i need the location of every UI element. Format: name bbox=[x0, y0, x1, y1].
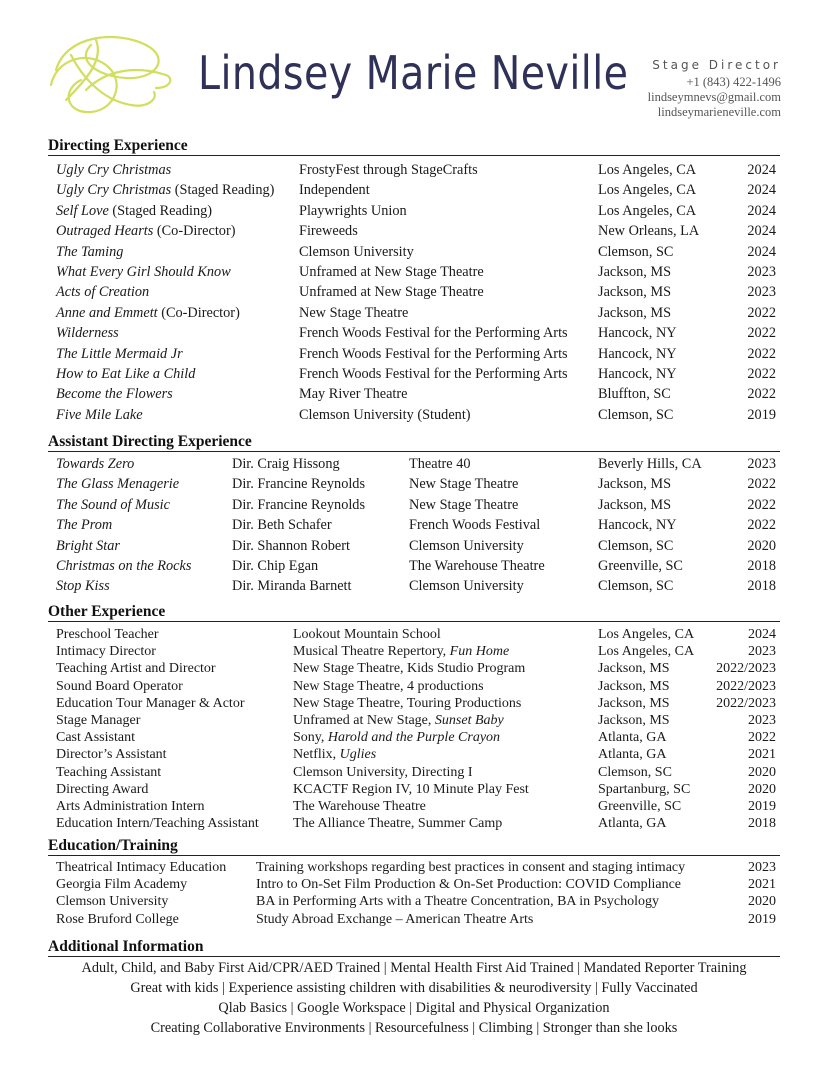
role-title: Education Tour Manager & Actor bbox=[56, 695, 245, 711]
school-name: Georgia Film Academy bbox=[56, 877, 188, 893]
year: 2022 bbox=[747, 496, 776, 513]
location: Jackson, MS bbox=[598, 678, 670, 694]
table-row bbox=[56, 729, 776, 746]
additional-info bbox=[48, 958, 780, 1038]
org-italic: Harold and the Purple Crayon bbox=[327, 730, 501, 746]
org-italic: Fun Home bbox=[449, 644, 510, 660]
organization bbox=[293, 729, 500, 746]
title-italic: The Little Mermaid Jr bbox=[56, 345, 183, 362]
table-row bbox=[56, 323, 776, 343]
contact-block bbox=[648, 58, 781, 120]
year: 2022 bbox=[748, 730, 776, 746]
section-heading-other: Other Experience bbox=[48, 603, 780, 622]
year: 2019 bbox=[747, 406, 776, 423]
year: 2021 bbox=[748, 877, 776, 893]
phone-number: +1 (843) 422-1496 bbox=[686, 75, 781, 89]
production-title bbox=[56, 384, 173, 404]
table-row bbox=[56, 405, 776, 425]
organization: Theatre 40 bbox=[409, 456, 471, 472]
production-title: The Prom bbox=[56, 517, 113, 534]
organization: Unframed at New Stage Theatre bbox=[299, 284, 484, 301]
year: 2024 bbox=[747, 243, 776, 260]
table-row bbox=[56, 201, 776, 221]
location: Atlanta, GA bbox=[598, 730, 667, 746]
org-text: Unframed at New Stage, bbox=[293, 712, 435, 728]
title-italic: Five Mile Lake bbox=[56, 406, 143, 423]
role-title: Sound Board Operator bbox=[56, 678, 183, 694]
director: Dir. Francine Reynolds bbox=[232, 476, 366, 493]
table-row bbox=[56, 474, 776, 494]
table-row bbox=[56, 536, 776, 556]
organization bbox=[293, 798, 426, 815]
title-italic: Anne and Emmett bbox=[56, 304, 158, 321]
section-heading-education: Education/Training bbox=[48, 837, 780, 856]
other-list bbox=[56, 626, 776, 832]
organization bbox=[293, 678, 484, 695]
org-text: Sony, bbox=[293, 730, 328, 746]
organization: The Warehouse Theatre bbox=[409, 557, 545, 574]
location: Jackson, MS bbox=[598, 712, 670, 728]
production-title: Stop Kiss bbox=[56, 578, 110, 595]
table-row bbox=[56, 746, 776, 763]
title-italic: Ugly Cry Christmas bbox=[56, 162, 172, 178]
year: 2022/2023 bbox=[716, 678, 776, 694]
location: Jackson, MS bbox=[598, 476, 672, 493]
year: 2020 bbox=[747, 537, 776, 554]
org-text: Clemson University, Directing I bbox=[293, 764, 473, 780]
organization: May River Theatre bbox=[299, 386, 408, 403]
organization bbox=[293, 712, 504, 729]
organization: French Woods Festival for the Performing Arts bbox=[299, 345, 568, 362]
org-text: KCACTF Region IV, 10 Minute Play Fest bbox=[293, 781, 529, 797]
section-heading-additional: Additional Information bbox=[48, 938, 780, 957]
table-row bbox=[56, 221, 776, 241]
location: Atlanta, GA bbox=[598, 816, 667, 832]
info-line: Qlab Basics | Google Workspace | Digital and Physical Organization bbox=[218, 1000, 610, 1016]
role-title: Intimacy Director bbox=[56, 644, 156, 660]
director: Dir. Chip Egan bbox=[232, 557, 319, 574]
year: 2023 bbox=[748, 712, 776, 728]
table-row bbox=[56, 515, 776, 535]
table-row bbox=[56, 364, 776, 384]
organization: Unframed at New Stage Theatre bbox=[299, 263, 484, 280]
year: 2020 bbox=[748, 781, 776, 797]
title-italic: Ugly Cry Christmas bbox=[56, 182, 172, 199]
location: Clemson, SC bbox=[598, 243, 674, 260]
title-italic: Self Love bbox=[56, 202, 109, 219]
organization: Clemson University bbox=[409, 537, 524, 554]
year: 2022/2023 bbox=[716, 661, 776, 677]
table-row bbox=[56, 893, 776, 910]
table-row bbox=[56, 815, 776, 832]
organization: French Woods Festival bbox=[409, 517, 541, 534]
location: Beverly Hills, CA bbox=[598, 456, 702, 472]
location: Los Angeles, CA bbox=[598, 202, 697, 219]
organization bbox=[293, 660, 525, 677]
education-list bbox=[56, 859, 776, 928]
page-title: Lindsey Marie Neville bbox=[198, 46, 629, 100]
production-title bbox=[56, 303, 240, 323]
year: 2022/2023 bbox=[716, 695, 776, 711]
production-title bbox=[56, 282, 149, 302]
year: 2019 bbox=[748, 798, 776, 814]
production-title bbox=[56, 160, 171, 180]
organization: Playwrights Union bbox=[299, 202, 407, 219]
table-row bbox=[56, 384, 776, 404]
table-row bbox=[56, 556, 776, 576]
logo-scribble-icon bbox=[46, 30, 176, 120]
year: 2024 bbox=[748, 627, 776, 642]
production-title: The Glass Menagerie bbox=[56, 476, 180, 493]
role-title: Arts Administration Intern bbox=[56, 798, 205, 814]
email-link[interactable]: lindseymnevs@gmail.com bbox=[647, 90, 781, 104]
year: 2020 bbox=[748, 894, 776, 910]
organization: FrostyFest through StageCrafts bbox=[299, 162, 478, 178]
title-italic: Acts of Creation bbox=[56, 284, 150, 301]
info-line: Adult, Child, and Baby First Aid/CPR/AED Trained | Mental Health First Aid Trained | Mandated Reporter Training bbox=[81, 960, 747, 976]
table-row bbox=[56, 781, 776, 798]
school-name: Clemson University bbox=[56, 894, 169, 910]
table-row bbox=[56, 344, 776, 364]
table-row bbox=[56, 660, 776, 677]
table-row bbox=[56, 643, 776, 660]
production-title bbox=[56, 242, 123, 262]
organization: Clemson University bbox=[409, 578, 524, 595]
program-description: Training workshops regarding best practices in consent and staging intimacy bbox=[256, 860, 686, 875]
org-text: New Stage Theatre, Touring Productions bbox=[293, 695, 522, 711]
role-title: Cast Assistant bbox=[56, 730, 135, 746]
location: Jackson, MS bbox=[598, 284, 672, 301]
year: 2023 bbox=[748, 644, 776, 660]
organization bbox=[293, 781, 529, 798]
organization bbox=[293, 643, 509, 660]
year: 2023 bbox=[748, 860, 776, 875]
section-heading-assistant: Assistant Directing Experience bbox=[48, 433, 780, 452]
location: Bluffton, SC bbox=[598, 386, 671, 403]
table-row bbox=[56, 454, 776, 474]
location: Clemson, SC bbox=[598, 537, 674, 554]
year: 2024 bbox=[747, 223, 776, 240]
year: 2023 bbox=[747, 284, 776, 301]
production-title: Bright Star bbox=[56, 537, 120, 554]
table-row bbox=[56, 180, 776, 200]
org-text: New Stage Theatre, 4 productions bbox=[293, 678, 484, 694]
title-italic: Wilderness bbox=[56, 325, 119, 342]
role-title: Director’s Assistant bbox=[56, 747, 167, 763]
title-italic: The Taming bbox=[56, 243, 124, 260]
info-line: Great with kids | Experience assisting children with disabilities & neurodiversity | Fully Vaccinated bbox=[130, 980, 698, 996]
year: 2024 bbox=[747, 162, 776, 178]
year: 2022 bbox=[747, 386, 776, 403]
location: Jackson, MS bbox=[598, 304, 672, 321]
school-name: Rose Bruford College bbox=[56, 911, 179, 927]
role-title: Stage Manager bbox=[56, 712, 141, 728]
location: Los Angeles, CA bbox=[598, 182, 697, 199]
director: Dir. Miranda Barnett bbox=[232, 578, 352, 595]
location: Atlanta, GA bbox=[598, 747, 667, 763]
organization: Clemson University (Student) bbox=[299, 406, 471, 423]
location: Jackson, MS bbox=[598, 661, 670, 677]
org-italic: Sunset Baby bbox=[434, 712, 504, 728]
assistant-list bbox=[56, 454, 776, 597]
year: 2022 bbox=[747, 345, 776, 362]
role-title: Teaching Artist and Director bbox=[56, 661, 216, 677]
table-row bbox=[56, 282, 776, 302]
org-text: The Warehouse Theatre bbox=[293, 798, 426, 814]
title-italic: Outraged Hearts bbox=[56, 223, 154, 240]
director: Dir. Beth Schafer bbox=[232, 517, 332, 534]
role-title: Preschool Teacher bbox=[56, 627, 159, 642]
table-row bbox=[56, 160, 776, 180]
role-title: Education Intern/Teaching Assistant bbox=[56, 816, 259, 832]
title-italic: Become the Flowers bbox=[56, 386, 173, 403]
table-row bbox=[56, 678, 776, 695]
organization: Fireweeds bbox=[299, 223, 358, 240]
year: 2022 bbox=[747, 325, 776, 342]
location: Los Angeles, CA bbox=[598, 644, 695, 660]
year: 2018 bbox=[747, 578, 776, 595]
year: 2018 bbox=[747, 557, 776, 574]
table-row bbox=[56, 695, 776, 712]
website-link[interactable]: lindseymarieneville.com bbox=[657, 105, 781, 119]
table-row bbox=[56, 859, 776, 876]
table-row bbox=[56, 495, 776, 515]
organization: French Woods Festival for the Performing Arts bbox=[299, 325, 568, 342]
table-row bbox=[56, 911, 776, 928]
table-row bbox=[56, 242, 776, 262]
production-title bbox=[56, 323, 119, 343]
location: Hancock, NY bbox=[598, 345, 677, 362]
year: 2022 bbox=[747, 365, 776, 382]
table-row bbox=[56, 764, 776, 781]
location: New Orleans, LA bbox=[598, 223, 700, 240]
location: Greenville, SC bbox=[598, 557, 683, 574]
location: Hancock, NY bbox=[598, 325, 677, 342]
org-text: The Alliance Theatre, Summer Camp bbox=[293, 816, 503, 832]
org-text: Netflix, bbox=[293, 747, 340, 763]
program-description: Intro to On-Set Film Production & On-Set Production: COVID Compliance bbox=[256, 877, 682, 893]
production-title bbox=[56, 180, 274, 200]
program-description: Study Abroad Exchange – American Theatre Arts bbox=[256, 911, 534, 927]
director: Dir. Craig Hissong bbox=[232, 456, 340, 472]
location: Los Angeles, CA bbox=[598, 627, 695, 642]
location: Hancock, NY bbox=[598, 365, 677, 382]
year: 2020 bbox=[748, 764, 776, 780]
location: Spartanburg, SC bbox=[598, 781, 691, 797]
location: Clemson, SC bbox=[598, 406, 674, 423]
org-text: Musical Theatre Repertory, bbox=[293, 644, 450, 660]
organization bbox=[293, 764, 473, 781]
production-title bbox=[56, 405, 143, 425]
location: Greenville, SC bbox=[598, 798, 682, 814]
year: 2023 bbox=[747, 263, 776, 280]
location: Jackson, MS bbox=[598, 695, 670, 711]
organization bbox=[293, 815, 502, 832]
location: Jackson, MS bbox=[598, 496, 672, 513]
role-title: Directing Award bbox=[56, 781, 149, 797]
year: 2022 bbox=[747, 476, 776, 493]
table-row bbox=[56, 262, 776, 282]
location: Clemson, SC bbox=[598, 578, 674, 595]
organization: New Stage Theatre bbox=[409, 476, 519, 493]
location: Clemson, SC bbox=[598, 764, 672, 780]
production-title: Christmas on the Rocks bbox=[56, 557, 192, 574]
year: 2019 bbox=[748, 911, 776, 927]
production-title: The Sound of Music bbox=[56, 496, 170, 513]
year: 2018 bbox=[748, 816, 776, 832]
year: 2023 bbox=[747, 456, 776, 472]
org-text: Lookout Mountain School bbox=[293, 627, 441, 642]
org-text: New Stage Theatre, Kids Studio Program bbox=[293, 661, 526, 677]
table-row bbox=[56, 712, 776, 729]
organization bbox=[293, 626, 441, 643]
year: 2021 bbox=[748, 747, 776, 763]
title-italic: What Every Girl Should Know bbox=[56, 263, 231, 280]
role-title: Teaching Assistant bbox=[56, 764, 162, 780]
title-note: (Co-Director) bbox=[157, 304, 240, 321]
year: 2022 bbox=[747, 517, 776, 534]
year: 2024 bbox=[747, 202, 776, 219]
role-label: Stage Director bbox=[652, 58, 781, 72]
organization: New Stage Theatre bbox=[299, 304, 409, 321]
table-row bbox=[56, 626, 776, 643]
organization: Clemson University bbox=[299, 243, 414, 260]
organization bbox=[293, 695, 521, 712]
production-title bbox=[56, 364, 195, 384]
directing-list bbox=[56, 160, 776, 425]
organization: New Stage Theatre bbox=[409, 496, 519, 513]
production-title bbox=[56, 201, 212, 221]
production-title bbox=[56, 344, 183, 364]
title-note: (Staged Reading) bbox=[171, 182, 275, 199]
production-title bbox=[56, 262, 231, 282]
director: Dir. Shannon Robert bbox=[232, 537, 350, 554]
production-title: Towards Zero bbox=[56, 456, 135, 472]
table-row bbox=[56, 798, 776, 815]
year: 2024 bbox=[747, 182, 776, 199]
program-description: BA in Performing Arts with a Theatre Concentration, BA in Psychology bbox=[256, 894, 659, 910]
production-title bbox=[56, 221, 235, 241]
organization: French Woods Festival for the Performing Arts bbox=[299, 365, 568, 382]
location: Hancock, NY bbox=[598, 517, 677, 534]
title-note: (Co-Director) bbox=[153, 223, 236, 240]
organization: Independent bbox=[299, 182, 370, 199]
table-row bbox=[56, 303, 776, 323]
director: Dir. Francine Reynolds bbox=[232, 496, 366, 513]
school-name: Theatrical Intimacy Education bbox=[56, 860, 227, 875]
title-italic: How to Eat Like a Child bbox=[56, 365, 196, 382]
section-heading-directing: Directing Experience bbox=[48, 137, 780, 156]
location: Los Angeles, CA bbox=[598, 162, 697, 178]
info-line: Creating Collaborative Environments | Resourcefulness | Climbing | Stronger than she looks bbox=[150, 1020, 678, 1036]
organization bbox=[293, 746, 376, 763]
year: 2022 bbox=[747, 304, 776, 321]
title-note: (Staged Reading) bbox=[108, 202, 213, 219]
table-row bbox=[56, 876, 776, 893]
org-italic: Uglies bbox=[339, 747, 377, 763]
table-row bbox=[56, 576, 776, 596]
location: Jackson, MS bbox=[598, 263, 672, 280]
